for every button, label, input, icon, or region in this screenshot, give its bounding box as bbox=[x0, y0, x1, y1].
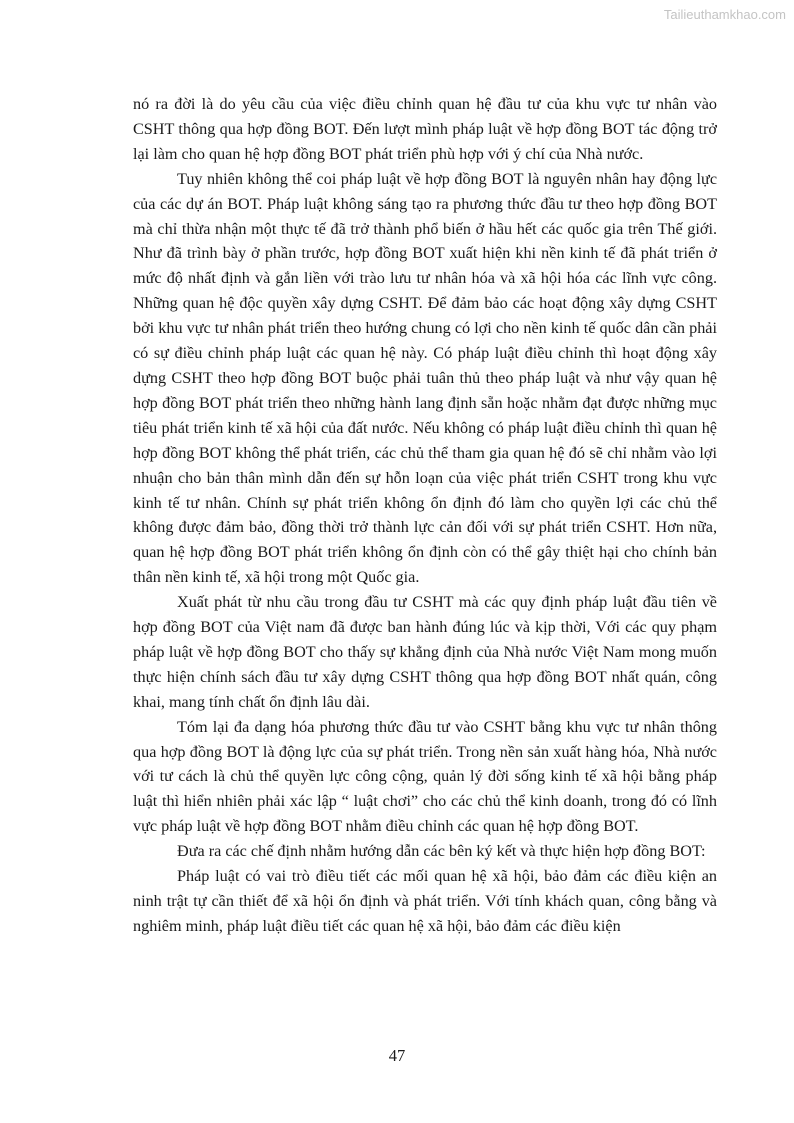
document-body bbox=[133, 92, 717, 939]
paragraph: Tuy nhiên không thể coi pháp luật về hợp đồng BOT là nguyên nhân hay động lực của các dự án BOT. Pháp luật không sáng tạo ra phương thức đầu tư theo hợp đồng BOT mà chỉ thừa nhận một thực tế đã trở thành phổ biến ở hầu hết các quốc gia trên Thế giới. Như đã trình bày ở phần trước, hợp đồng BOT xuất hiện khi nền kinh tế đã phát triển ở mức độ nhất định và gắn liền với trào lưu tư nhân hóa và xã hội hóa các lĩnh vực công. Những quan hệ độc quyền xây dựng CSHT. Để đảm bảo các hoạt động xây dựng CSHT bởi khu vực tư nhân phát triển theo hướng chung có lợi cho nền kinh tế quốc dân cần phải có sự điều chỉnh pháp luật các quan hệ này. Có pháp luật điều chỉnh thì hoạt động xây dựng CSHT theo hợp đồng BOT buộc phải tuân thủ theo pháp luật và như vậy quan hệ hợp đồng BOT phát triển theo những hành lang định sẵn hoặc nhằm đạt được những mục tiêu phát triển kinh tế xã hội của đất nước. Nếu không có pháp luật điều chỉnh thì quan hệ hợp đồng BOT không thể phát triển, các chủ thể tham gia quan hệ đó sẽ chỉ nhằm vào lợi nhuận cho bản thân mình dẫn đến sự hỗn loạn của việc phát triển CSHT trong khu vực kinh tế tư nhân. Chính sự phát triển không ổn định đó làm cho quyền lợi các chủ thể không được đảm bảo, đồng thời trở thành lực cản đối với sự phát triển CSHT. Hơn nữa, quan hệ hợp đồng BOT phát triển không ổn định còn có thể gây thiệt hại cho chính bản thân nền kinh tế, xã hội trong một Quốc gia. bbox=[133, 169, 717, 587]
paragraph: Pháp luật có vai trò điều tiết các mối quan hệ xã hội, bảo đảm các điều kiện an ninh trật tự cần thiết để xã hội ổn định và phát triển. Với tính khách quan, công bằng và nghiêm minh, pháp luật điều tiết các quan hệ xã hội, bảo đảm các điều kiện bbox=[133, 867, 717, 935]
paragraph: Xuất phát từ nhu cầu trong đầu tư CSHT mà các quy định pháp luật đầu tiên về hợp đồng BOT của Việt nam đã được ban hành đúng lúc và kịp thời, Với các quy phạm pháp luật về hợp đồng BOT cho thấy sự khẳng định của Nhà nước Việt Nam mong muốn thực hiện chính sách đầu tư xây dựng CSHT thông qua hợp đồng BOT nhất quán, công khai, mang tính chất ổn định lâu dài. bbox=[133, 593, 717, 711]
page-number: 47 bbox=[388, 1046, 406, 1065]
watermark: Tailieuthamkhao.com bbox=[663, 7, 786, 22]
paragraph-continuation: nó ra đời là do yêu cầu của việc điều chỉnh quan hệ đầu tư của khu vực tư nhân vào CSHT thông qua hợp đồng BOT. Đến lượt mình pháp luật về hợp đồng BOT tác động trở lại làm cho quan hệ hợp đồng BOT phát triển phù hợp với ý chí của Nhà nước. bbox=[133, 95, 717, 163]
paragraph: Tóm lại đa dạng hóa phương thức đầu tư vào CSHT bằng khu vực tư nhân thông qua hợp đồng BOT là động lực của sự phát triển. Trong nền sản xuất hàng hóa, Nhà nước với tư cách là chủ thể quyền lực công cộng, quản lý đời sống kinh tế xã hội bằng pháp luật thì hiển nhiên phải xác lập “ luật chơi” cho các chủ thể kinh doanh, trong đó có lĩnh vực pháp luật về hợp đồng BOT nhằm điều chỉnh các quan hệ hợp đồng BOT. bbox=[133, 717, 717, 836]
paragraph: Đưa ra các chế định nhằm hướng dẫn các bên ký kết và thực hiện hợp đồng BOT: bbox=[177, 842, 706, 861]
